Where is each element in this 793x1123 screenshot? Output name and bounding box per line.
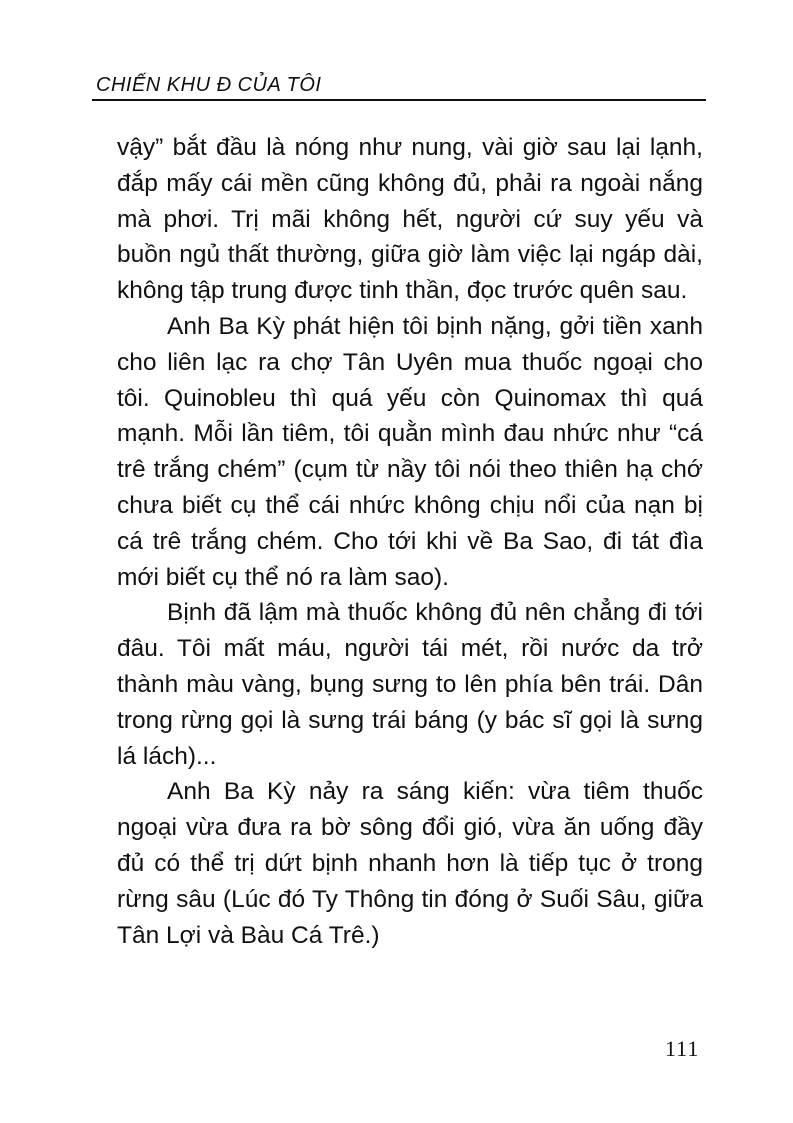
header-rule	[92, 99, 706, 101]
paragraph-3: Bịnh đã lậm mà thuốc không đủ nên chẳng đi tới đâu. Tôi mất máu, người tái mét, rồi nước da trở thành màu vàng, bụng sưng to lên phía bên trái. Dân trong rừng gọi là sưng trái báng (y bác sĩ gọi là sưng lá lách)...	[117, 599, 703, 770]
paragraph-1: vậy” bắt đầu là nóng như nung, vài giờ sau lại lạnh, đắp mấy cái mền cũng không đủ, phải ra ngoài nắng mà phơi. Trị mãi không hết, người cứ suy yếu và buồn ngủ thất thường, giữa giờ làm việc lại ngáp dài, không tập trung được tinh thần, đọc trước quên sau.	[117, 134, 703, 305]
running-head: CHIẾN KHU Đ CỦA TÔI	[96, 74, 322, 96]
paragraph-2: Anh Ba Kỳ phát hiện tôi bịnh nặng, gởi tiền xanh cho liên lạc ra chợ Tân Uyên mua thuốc ngoại cho tôi. Quinobleu thì quá yếu còn Quinomax thì quá mạnh. Mỗi lần tiêm, tôi quằn mình đau nhức như “cá trê trắng chém” (cụm từ nầy tôi nói theo thiên hạ chớ chưa biết cụ thể cái nhức không chịu nổi của nạn bị cá trê trắng chém. Cho tới khi về Ba Sao, đi tát đìa mới biết cụ thể nó ra làm sao).	[117, 312, 703, 591]
page-number: 111	[665, 1036, 700, 1061]
paragraph-4: Anh Ba Kỳ nảy ra sáng kiến: vừa tiêm thuốc ngoại vừa đưa ra bờ sông đổi gió, vừa ăn uống đầy đủ có thể trị dứt bịnh nhanh hơn là tiếp tục ở trong rừng sâu (Lúc đó Ty Thông tin đóng ở Suối Sâu, giữa Tân Lợi và Bàu Cá Trê.)	[117, 778, 703, 949]
body-text	[117, 130, 703, 953]
